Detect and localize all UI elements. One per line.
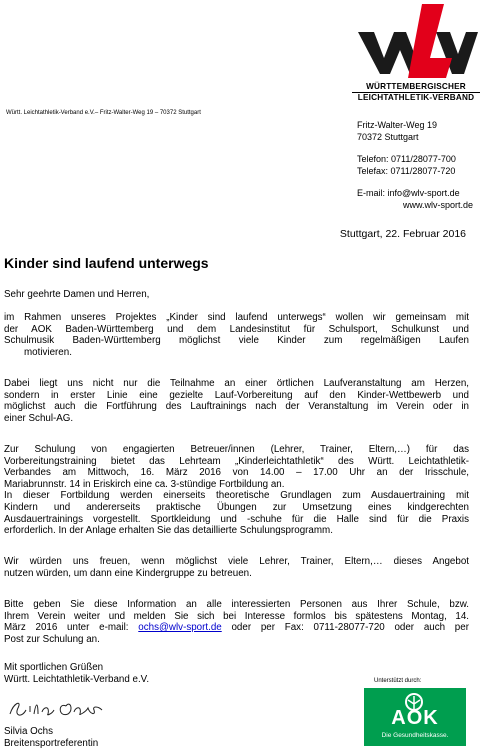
address-street: Fritz-Walter-Weg 19: [357, 120, 438, 130]
paragraph-line: Zur Schulung von engagierten Betreuer/innen (Lehrer, Trainer, Eltern,…) für das: [4, 444, 469, 455]
sponsor-label: Unterstützt durch:: [374, 678, 422, 684]
paragraph-line: einer Schul-AG.: [4, 412, 74, 424]
paragraph-line: Dabei liegt uns nicht nur die Teilnahme an einer örtlichen Laufveranstaltung am Herzen,: [4, 378, 469, 389]
paragraph-line: Mariabrunnstr. 14 in Eriskirch eine ca. 3-stündige Fortbildung an.: [4, 478, 285, 490]
paragraph-5: [4, 599, 469, 645]
paragraph-1: [4, 312, 469, 358]
letter-date: Stuttgart, 22. Februar 2016: [339, 228, 466, 240]
closing-block: [4, 662, 149, 685]
address-block: [357, 120, 477, 211]
paragraph-line: Ausdauertrainings vorgestellt. Sportkleidung und -schuhe für die Halle sind für die Praxis: [4, 513, 469, 525]
paragraph-4: [4, 556, 469, 579]
paragraph-line: möglichst auch die Fortführung des Lauftrainings nach der Veranstaltung im Verein oder in: [4, 401, 469, 413]
email-link[interactable]: ochs@wlv-sport.de: [138, 622, 222, 634]
aok-logo: [364, 688, 466, 746]
paragraph-line: Bitte geben Sie diese Information an alle interessierten Personen aus Ihrer Schule, bzw.: [4, 599, 469, 610]
signer-name: Silvia Ochs: [4, 726, 53, 737]
sender-line: Württ. Leichtathletik-Verband e.V.– Fritz-Walter-Weg 19 – 70372 Stuttgart: [6, 110, 201, 116]
paragraph-line: der AOK Baden-Württemberg und dem Landesinstitut für Schulsport, Schulkunst und: [4, 323, 469, 335]
paragraph-2: [4, 378, 469, 424]
signature: [8, 692, 108, 722]
closing-org: Württ. Leichtathletik-Verband e.V.: [4, 673, 150, 685]
paragraph-text: März 2016 unter e-mail:: [4, 622, 129, 634]
paragraph-text: oder per Fax: 0711-28077-720 oder auch per: [231, 622, 469, 634]
signature-block: [4, 726, 98, 749]
paragraph-line: im Rahmen unseres Projektes „Kinder sind laufend unterwegs“ wollen wir gemeinsam mit: [4, 312, 469, 323]
aok-logo-text: AOK: [391, 707, 439, 729]
paragraph-line: [4, 622, 469, 634]
paragraph-line: Post zur Schulung an.: [4, 633, 100, 645]
paragraph-line: Schulmusik Baden-Württemberg möglichst viele Kinder zum regelmäßigen Laufen: [4, 335, 469, 347]
paragraph-line: nutzen würden, um dann eine Kindergruppe zu betreuen.: [4, 567, 252, 579]
address-phone: Telefon: 0711/28077-700: [357, 154, 456, 164]
aok-logo-tagline: Die Gesundheitskasse.: [381, 732, 449, 739]
paragraph-line: In dieser Fortbildung werden einerseits theoretische Grundlagen zum Ausdauertraining mit: [4, 490, 469, 502]
paragraph-line: erforderlich. In der Anlage erhalten Sie das detaillierte Schulungsprogramm.: [4, 525, 333, 537]
paragraph-line: Ihrem Verein weiter und melden Sie sich bei Interesse formlos bis spätestens Montag, 14.: [4, 610, 469, 622]
address-fax: Telefax: 0711/28077-720: [357, 165, 456, 176]
paragraph-line: sondern in erster Linie eine gezielte Lauf-Vorbereitung auf den Kinder-Wettbewerb und: [4, 389, 469, 401]
paragraph-3: [4, 444, 469, 537]
logo-line-2: LEICHTATHLETIK-VERBAND: [357, 93, 475, 102]
wlv-logo-mark: [352, 2, 480, 82]
address-email: E-mail: info@wlv-sport.de: [357, 188, 460, 198]
paragraph-line: Verbandes am Mittwoch, 16. März 2016 von 14.00 – 17.00 Uhr an der Irisschule,: [4, 467, 469, 479]
address-city: 70372 Stuttgart: [357, 131, 419, 142]
signer-role: Breitensportreferentin: [4, 737, 99, 749]
logo-line-1: WÜRTTEMBERGISCHER: [366, 82, 466, 91]
paragraph-line: Wir würden uns freuen, wenn möglichst viele Lehrer, Trainer, Eltern,… dieses Angebot: [4, 556, 469, 567]
paragraph-line: Kindern und andererseits praktische Übungen zur Umsetzung eines kindgerechten: [4, 501, 469, 513]
address-web: www.wlv-sport.de: [402, 199, 473, 210]
signature-scribble: [8, 692, 108, 722]
salutation: Sehr geehrte Damen und Herren,: [4, 289, 150, 300]
wlv-logo: [352, 2, 480, 106]
paragraph-line: Vorbereitungstraining bietet das Lehrteam „Kinderleichtathletik“ des Württ. Leichtathletik-: [4, 455, 469, 467]
letter-title: Kinder sind laufend unterwegs: [4, 255, 209, 271]
paragraph-line: motivieren.: [24, 346, 72, 358]
closing-greeting: Mit sportlichen Grüßen: [4, 662, 104, 673]
